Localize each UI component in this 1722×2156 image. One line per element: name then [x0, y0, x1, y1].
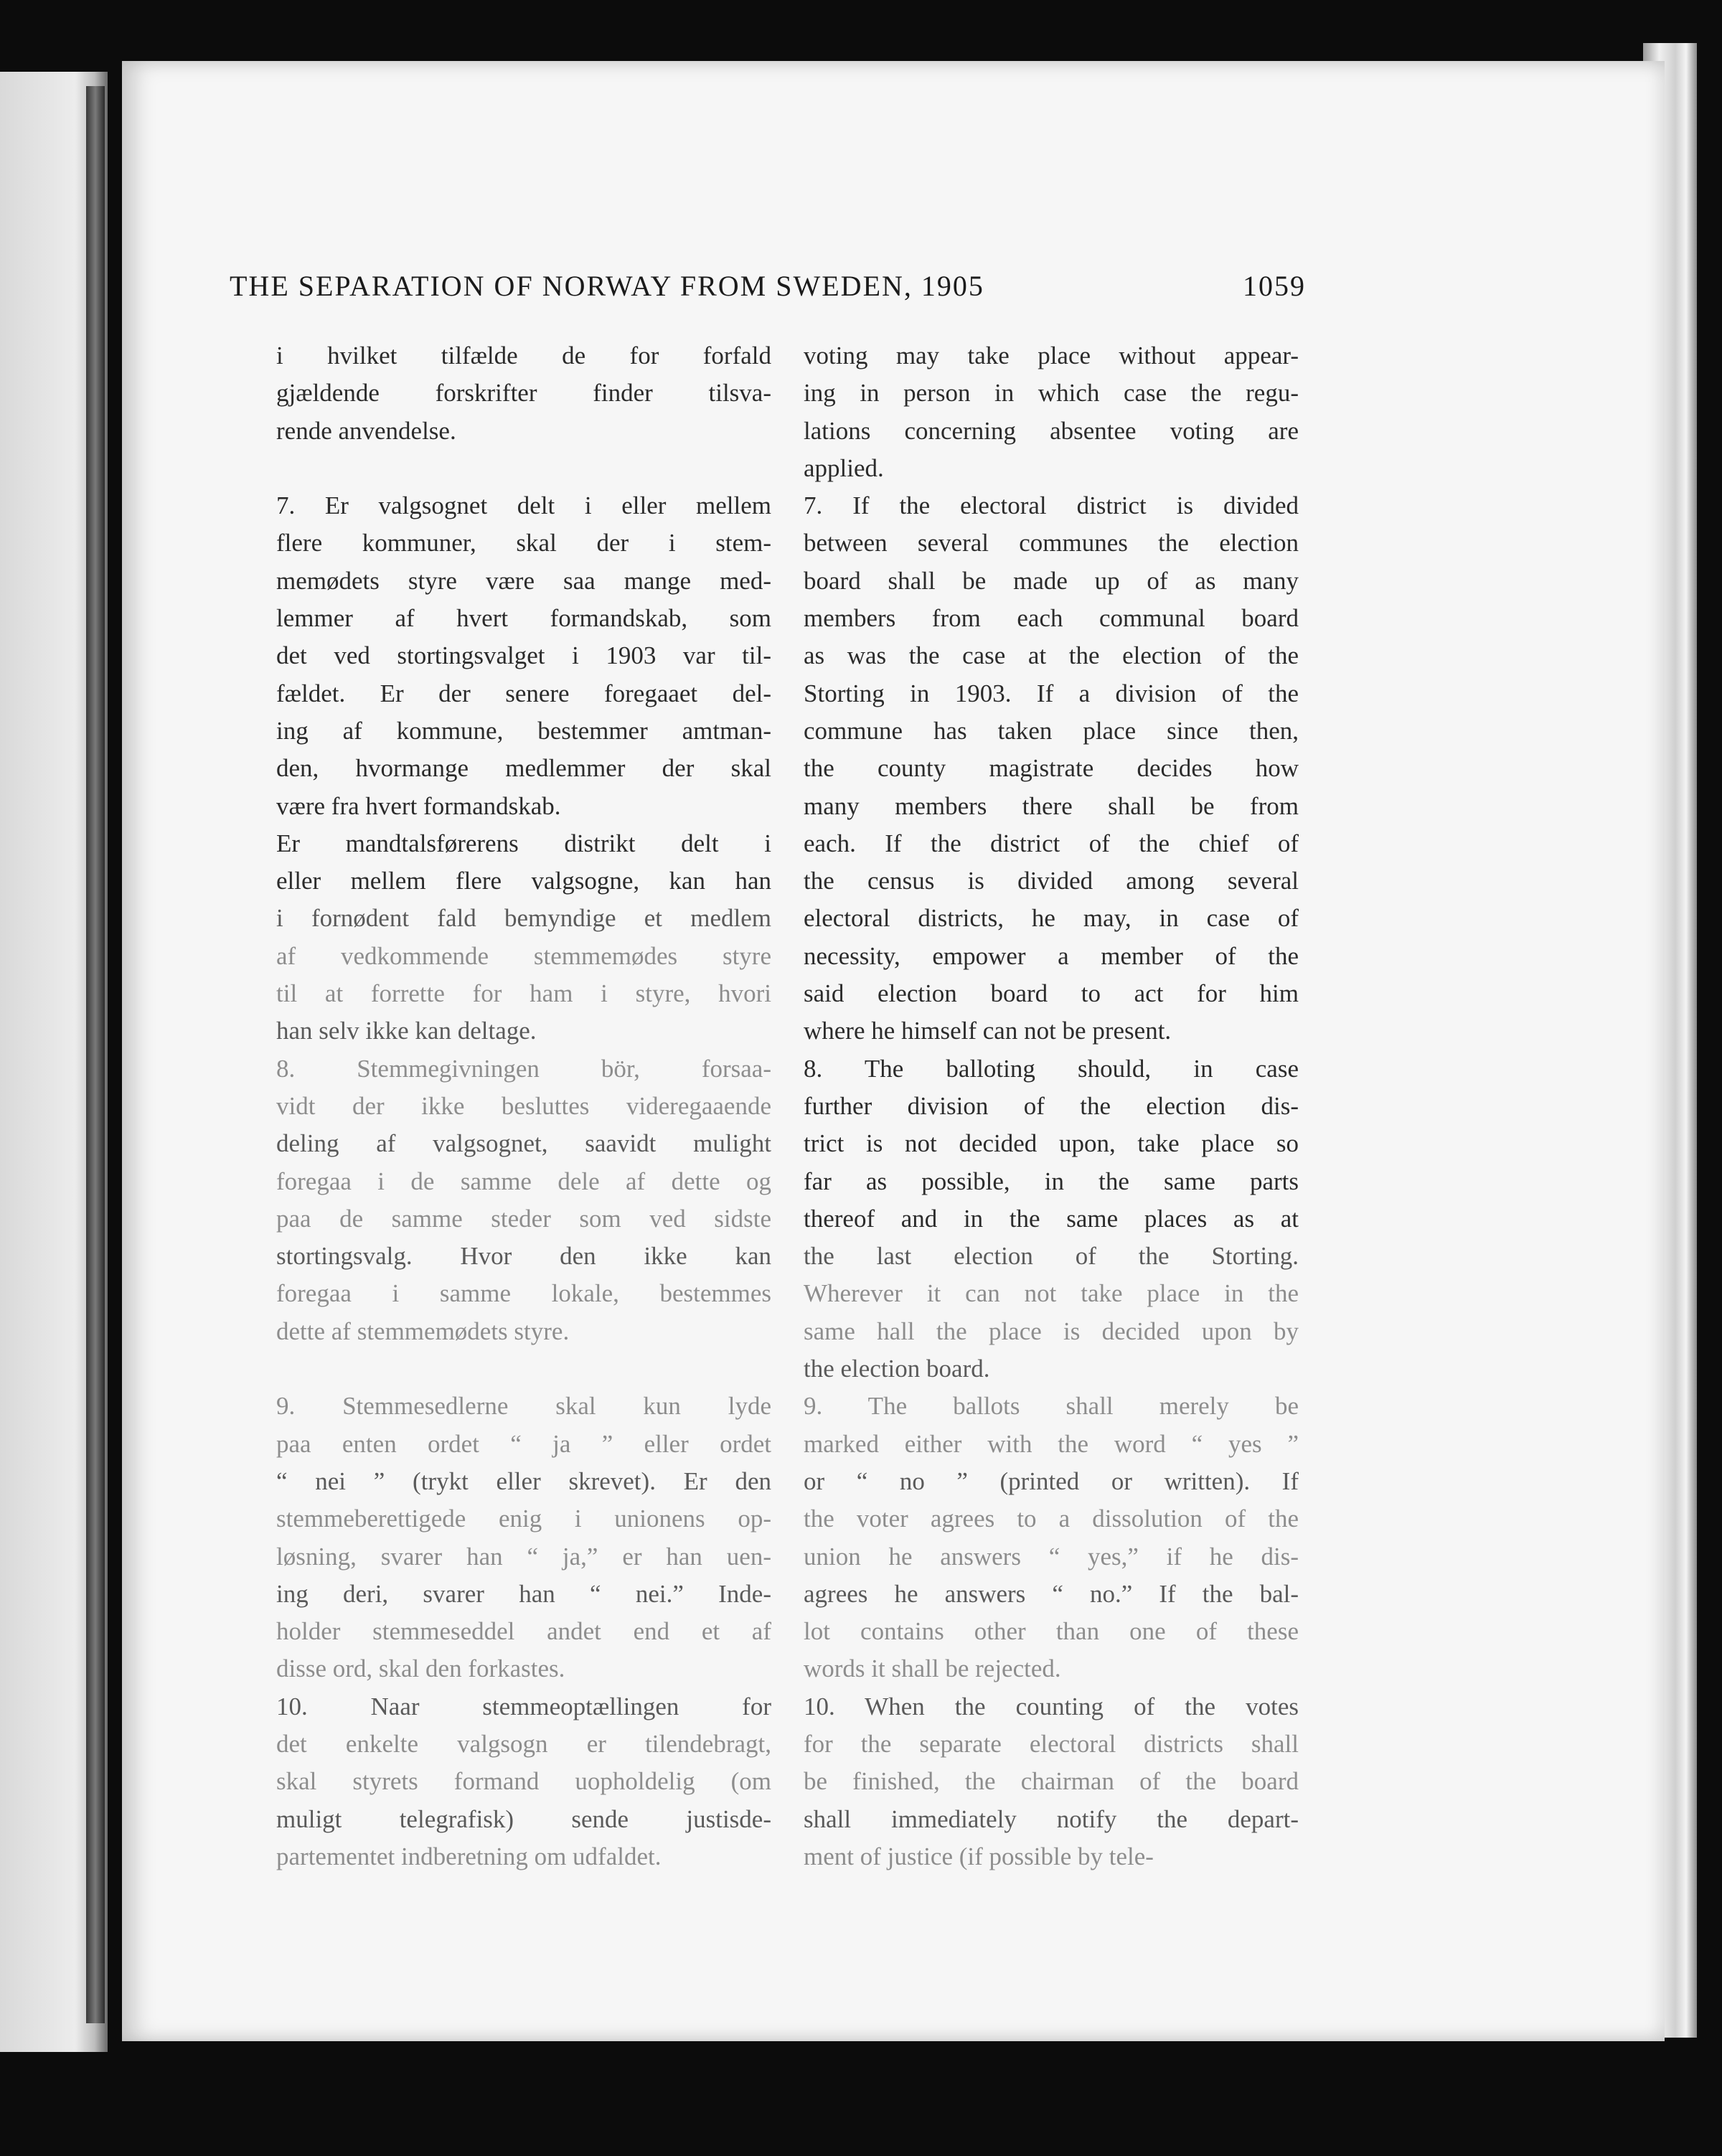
- text-line: words it shall be rejected.: [804, 1654, 1061, 1683]
- text-line: lot contains other than one of these: [804, 1617, 1299, 1646]
- text-line: as was the case at the election of the: [804, 641, 1299, 670]
- text-line: same hall the place is decided upon by: [804, 1317, 1299, 1345]
- running-head-title: THE SEPARATION OF NORWAY FROM SWEDEN, 1905: [230, 270, 984, 302]
- text-line: 8. The balloting should, in case: [804, 1054, 1299, 1083]
- text-line: marked either with the word “ yes ”: [804, 1429, 1299, 1458]
- text-line: 10. Naar stemmeoptællingen for: [276, 1692, 771, 1720]
- text-line: i fornødent fald bemyndige et medlem: [276, 904, 771, 933]
- text-line: agrees he answers “ no.” If the bal-: [804, 1579, 1299, 1608]
- text-line: ment of justice (if possible by tele-: [804, 1842, 1154, 1870]
- text-line: det ved stortingsvalget i 1903 var til-: [276, 641, 771, 670]
- text-line: far as possible, in the same parts: [804, 1167, 1299, 1195]
- text-line: foregaa i samme lokale, bestemmes: [276, 1279, 771, 1308]
- text-line: thereof and in the same places as at: [804, 1204, 1299, 1233]
- text-line: 7. If the electoral district is divided: [804, 491, 1299, 520]
- text-line: trict is not decided upon, take place so: [804, 1129, 1299, 1158]
- text-line: ing in person in which case the regu-: [804, 379, 1299, 408]
- text-line: electoral districts, he may, in case of: [804, 904, 1299, 933]
- text-line: be finished, the chairman of the board: [804, 1767, 1299, 1796]
- text-line: further division of the election dis-: [804, 1091, 1299, 1120]
- paragraph-gap: [276, 1350, 771, 1388]
- text-line: paa enten ordet “ ja ” eller ordet: [276, 1429, 771, 1458]
- text-line: 9. The ballots shall merely be: [804, 1392, 1299, 1421]
- text-line: the voter agrees to a dissolution of the: [804, 1505, 1299, 1533]
- text-line: vidt der ikke besluttes videregaaende: [276, 1091, 771, 1120]
- text-line: flere kommuner, skal der i stem-: [276, 529, 771, 557]
- text-line: union he answers “ yes,” if he dis-: [804, 1542, 1299, 1571]
- text-line: 9. Stemmesedlerne skal kun lyde: [276, 1392, 771, 1421]
- text-line: the county magistrate decides how: [804, 754, 1299, 783]
- book-spine-shadow: [86, 86, 105, 2023]
- text-line: muligt telegrafisk) sende justisde-: [276, 1804, 771, 1833]
- text-line: han selv ikke kan deltage.: [276, 1017, 537, 1045]
- text-line: fældet. Er der senere foregaaet del-: [276, 679, 771, 707]
- text-line: løsning, svarer han “ ja,” er han uen-: [276, 1542, 771, 1571]
- text-line: where he himself can not be present.: [804, 1017, 1172, 1045]
- text-line: voting may take place without appear-: [804, 342, 1299, 369]
- text-line: members from each communal board: [804, 604, 1299, 633]
- text-line: stemmeberettigede enig i unionens op-: [276, 1505, 771, 1533]
- text-line: lations concerning absentee voting are: [804, 416, 1299, 445]
- text-line: deling af valgsognet, saavidt mulight: [276, 1129, 771, 1158]
- text-line: for the separate electoral districts shall: [804, 1729, 1299, 1758]
- text-line: the last election of the Storting.: [804, 1242, 1299, 1271]
- text-line: holder stemmeseddel andet end et af: [276, 1617, 771, 1646]
- running-head: [230, 269, 1306, 303]
- text-line: memødets styre være saa mange med-: [276, 566, 771, 595]
- text-line: den, hvormange medlemmer der skal: [276, 754, 771, 783]
- text-line: dette af stemmemødets styre.: [276, 1317, 570, 1345]
- text-line: disse ord, skal den forkastes.: [276, 1654, 565, 1683]
- page-number: 1059: [1243, 270, 1306, 302]
- text-line: board shall be made up of as many: [804, 566, 1299, 595]
- text-line: necessity, empower a member of the: [804, 941, 1299, 970]
- text-line: det enkelte valgsogn er tilendebragt,: [276, 1729, 771, 1758]
- text-line: af vedkommende stemmemødes styre: [276, 941, 771, 970]
- text-line: Wherever it can not take place in the: [804, 1279, 1299, 1308]
- text-line: lemmer af hvert formandskab, som: [276, 604, 771, 633]
- text-line: ing deri, svarer han “ nei.” Inde-: [276, 1579, 771, 1608]
- text-line: “ nei ” (trykt eller skrevet). Er den: [276, 1467, 771, 1495]
- text-line: paa de samme steder som ved sidste: [276, 1204, 771, 1233]
- text-line: være fra hvert formandskab.: [276, 791, 561, 820]
- text-line: partementet indberetning om udfaldet.: [276, 1842, 662, 1870]
- text-line: said election board to act for him: [804, 979, 1299, 1008]
- text-line: commune has taken place since then,: [804, 716, 1299, 745]
- text-line: til at forrette for ham i styre, hvori: [276, 979, 771, 1008]
- text-line: applied.: [804, 453, 884, 482]
- english-translation-column: [804, 337, 1299, 1875]
- text-line: stortingsvalg. Hvor den ikke kan: [276, 1242, 771, 1271]
- text-line: rende anvendelse.: [276, 416, 456, 445]
- text-line: between several communes the election: [804, 529, 1299, 557]
- text-line: 8. Stemmegivningen bör, forsaa-: [276, 1054, 771, 1083]
- text-line: 7. Er valgsognet delt i eller mellem: [276, 491, 771, 520]
- text-line: shall immediately notify the depart-: [804, 1804, 1299, 1833]
- text-line: Storting in 1903. If a division of the: [804, 679, 1299, 707]
- text-line: ing af kommune, bestemmer amtman-: [276, 716, 771, 745]
- text-line: eller mellem flere valgsogne, kan han: [276, 867, 771, 895]
- text-line: the election board.: [804, 1355, 990, 1383]
- text-line: or “ no ” (printed or written). If: [804, 1467, 1299, 1495]
- text-line: each. If the district of the chief of: [804, 829, 1299, 857]
- text-line: i hvilket tilfælde de for forfald: [276, 342, 771, 369]
- text-line: Er mandtalsførerens distrikt delt i: [276, 829, 771, 857]
- text-line: gjældende forskrifter finder tilsva-: [276, 379, 771, 408]
- text-line: the census is divided among several: [804, 867, 1299, 895]
- text-line: many members there shall be from: [804, 791, 1299, 820]
- norwegian-text-column: [276, 337, 771, 1875]
- text-line: 10. When the counting of the votes: [804, 1692, 1299, 1720]
- text-line: foregaa i de samme dele af dette og: [276, 1167, 771, 1195]
- text-line: skal styrets formand uopholdelig (om: [276, 1767, 771, 1796]
- paragraph-gap: [276, 450, 771, 487]
